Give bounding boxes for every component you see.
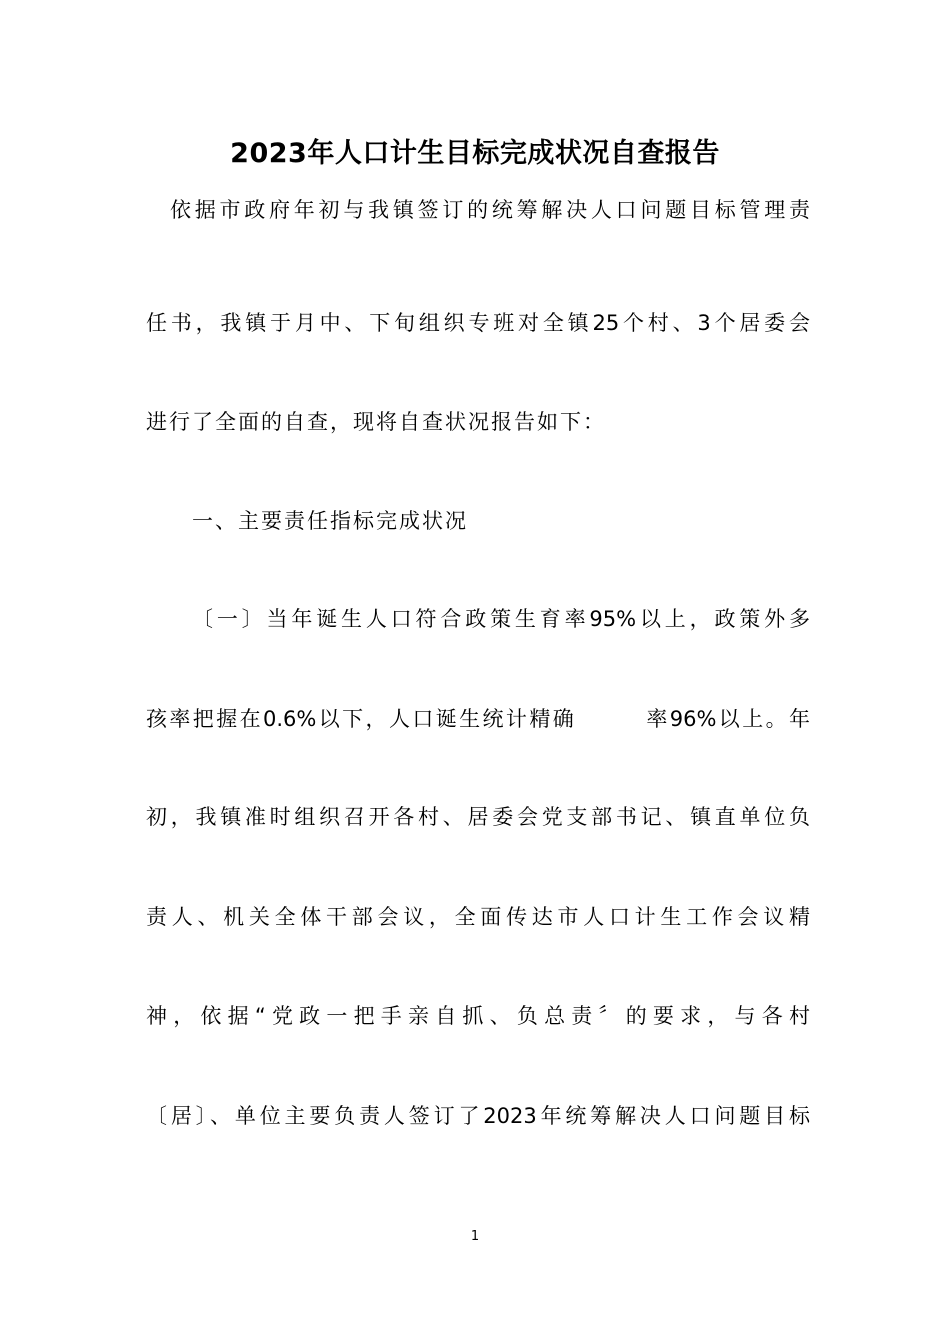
paragraph-line: 任书，我镇于月中、下旬组织专班对全镇25个村、3个居委会 [146, 311, 810, 335]
paragraph-line: 进行了全面的自查，现将自查状况报告如下： [146, 410, 606, 434]
paragraph-line: 〔一〕当年诞生人口符合政策生育率95%以上，政策外多 [192, 607, 810, 631]
paragraph-line: 责人、机关全体干部会议，全面传达市人口计生工作会议精 [146, 905, 810, 929]
paragraph-line: 初，我镇准时组织召开各村、居委会党支部书记、镇直单位负 [146, 805, 810, 829]
document-title: 2023年人口计生目标完成状况自查报告 [230, 138, 720, 169]
page-number: 1 [470, 1229, 480, 1244]
paragraph-line: 孩率把握在0.6%以下，人口诞生统计精确 率96%以上。年 [146, 707, 810, 731]
paragraph-line: 神，依据“党政一把手亲自抓、负总责〞的要求，与各村 [146, 1004, 810, 1028]
paragraph-line: 〔居〕、单位主要负责人签订了2023年统筹解决人口问题目标 [146, 1104, 810, 1128]
section-heading: 一、主要责任指标完成状况 [192, 509, 468, 533]
paragraph-line: 依据市政府年初与我镇签订的统筹解决人口问题目标管理责 [170, 198, 810, 222]
